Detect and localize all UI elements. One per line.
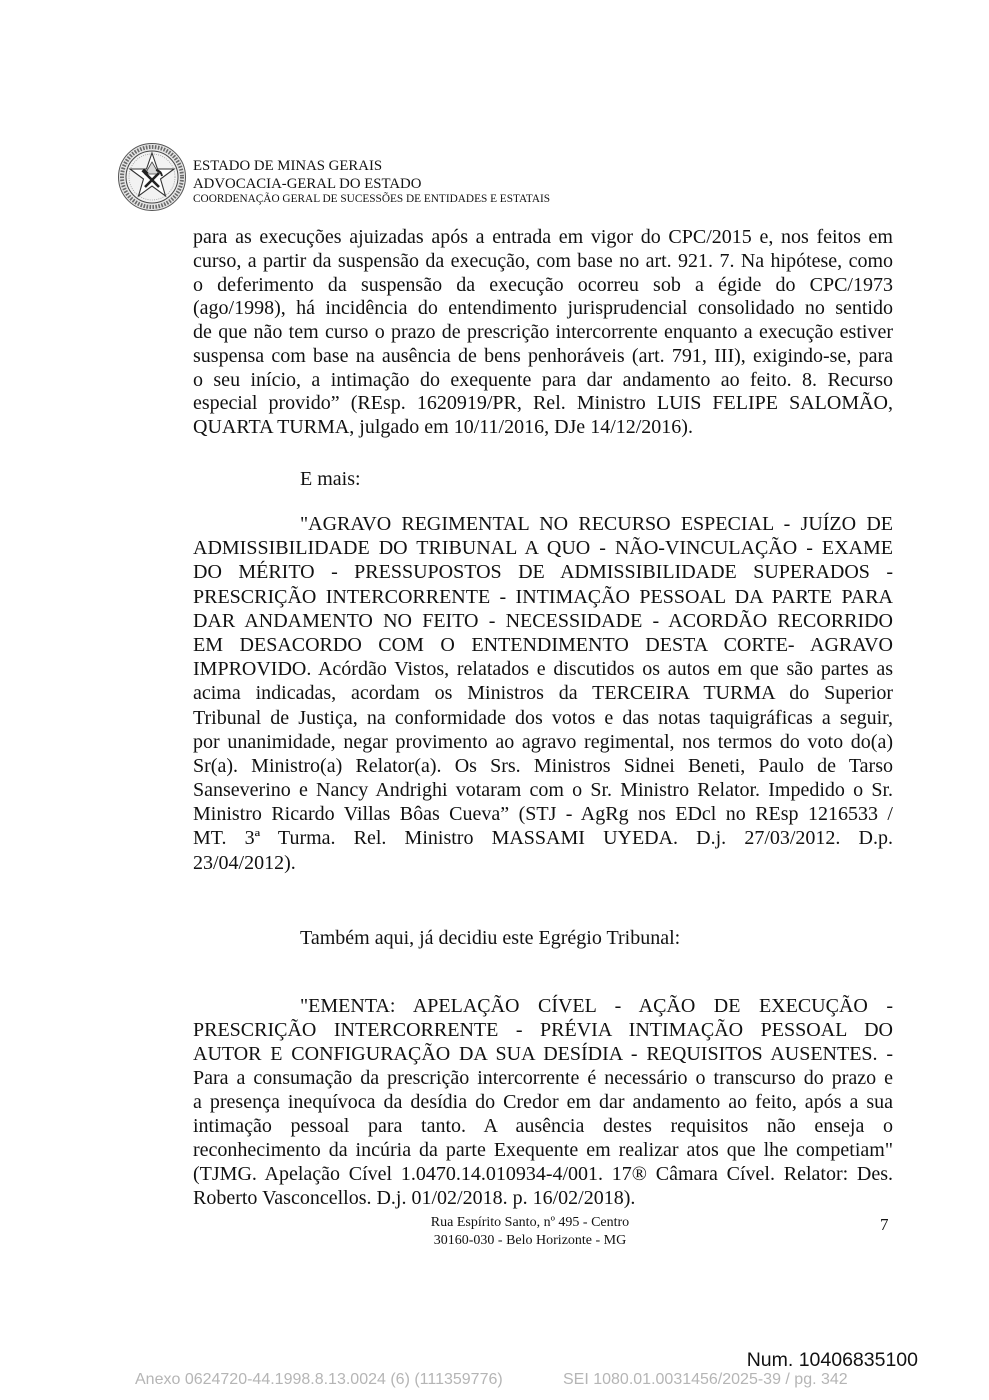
quote-line: AUTOR E CONFIGURAÇÃO DA SUA DESÍDIA - REQUISITOS AUSENTES. - (193, 1043, 893, 1065)
quote-line: Tribunal de Justiça, na conformidade dos votos e das notas taquigráficas a seguir, (193, 706, 893, 729)
address-line: 30160-030 - Belo Horizonte - MG (433, 1233, 627, 1248)
quote-line: reconhecimento da incúria da parte Exequente em realizar atos que lhe competiam" (193, 1139, 893, 1161)
paragraph-line: para as execuções ajuizadas após a entrada em vigor do CPC/2015 e, nos feitos em (193, 226, 893, 248)
paragraph-line: o seu início, a intimação do exequente para dar andamento ao feito. 8. Recurso (193, 368, 893, 391)
quote-line: intimação pessoal para tanto. A ausência destes requisitos não enseja o (193, 1115, 893, 1137)
footer-address (380, 1214, 680, 1250)
quote-line: Ministro Ricardo Villas Bôas Cueva” (STJ - AgRg nos EDcl no REsp 1216533 / (193, 803, 893, 826)
quote-line: "AGRAVO REGIMENTAL NO RECURSO ESPECIAL - JUÍZO DE (300, 513, 893, 535)
quote-line: IMPROVIDO. Acórdão Vistos, relatados e discutidos os autos em que são partes as (193, 658, 893, 681)
paragraph-line: suspensa com base na ausência de bens penhoráveis (art. 791, III), exigindo-se, para (193, 344, 893, 367)
quote-line: a presença inequívoca da desídia do Credor em dar andamento ao feito, após a sua (193, 1091, 893, 1113)
intro-tribunal: Também aqui, já decidiu este Egrégio Tribunal: (300, 927, 681, 949)
quote-line: Sanseverino e Nancy Andrighi votaram com o Sr. Ministro Relator. Impedido o Sr. (193, 779, 893, 802)
quote-line: "EMENTA: APELAÇÃO CÍVEL - AÇÃO DE EXECUÇÃO - (300, 995, 893, 1017)
address-line: Rua Espírito Santo, nº 495 - Centro (430, 1215, 630, 1230)
paragraph-line: de que não tem curso o prazo de prescrição intercorrente enquanto a execução estiver (193, 321, 893, 343)
quote-line: Roberto Vasconcellos. D.j. 01/02/2018. p. 16/02/2018). (193, 1187, 636, 1209)
quote-stj (193, 512, 893, 875)
page-number: 7 (880, 1215, 889, 1234)
paragraph-line: curso, a partir da suspensão da execução, com base no art. 921. 7. Na hipótese, como (193, 249, 893, 272)
quote-line: Sr(a). Ministro(a) Relator(a). Os Srs. Ministros Sidnei Beneti, Paulo de Tarso (193, 754, 893, 777)
paragraph-line: especial provido” (REsp. 1620919/PR, Rel. Ministro LUIS FELIPE SALOMÃO, (193, 392, 893, 415)
quote-line: PRESCRIÇÃO INTERCORRENTE - PRÉVIA INTIMAÇÃO PESSOAL DO (193, 1019, 893, 1041)
agency-name: ADVOCACIA-GERAL DO ESTADO (193, 176, 422, 192)
quote-tjmg (193, 994, 893, 1210)
paragraph-line: QUARTA TURMA, julgado em 10/11/2016, DJe 14/12/2016). (193, 416, 693, 438)
quote-line: (TJMG. Apelação Cível 1.0470.14.010934-4/001. 17® Câmara Cível. Relator: Des. (193, 1163, 893, 1185)
paragraph-line: o deferimento da suspensão da execução ocorreu sob a égide do CPC/1973 (193, 273, 893, 296)
quote-line: ADMISSIBILIDADE DO TRIBUNAL A QUO - NÃO-VINCULAÇÃO - EXAME (193, 537, 893, 560)
annex-reference: Anexo 0624720-44.1998.8.13.0024 (6) (111359776) (135, 1371, 503, 1388)
quote-line: por unanimidade, negar provimento ao agravo regimental, nos termos do voto do(a) (193, 730, 893, 753)
paragraph-continuation (193, 226, 893, 440)
state-name: ESTADO DE MINAS GERAIS (193, 158, 383, 174)
quote-line: acima indicadas, acordam os Ministros da TERCEIRA TURMA do Superior (193, 682, 893, 705)
quote-line: 23/04/2012). (193, 851, 296, 874)
sei-reference: SEI 1080.01.0031456/2025-39 / pg. 342 (563, 1371, 848, 1388)
quote-line: EM DESACORDO COM O ENTENDIMENTO DESTA CORTE- AGRAVO (193, 633, 893, 656)
letterhead (193, 157, 550, 206)
department-name: COORDENAÇÃO GERAL DE SUCESSÕES DE ENTIDADES E ESTATAIS (193, 193, 551, 205)
state-coat-of-arms-icon (117, 142, 187, 212)
quote-line: DO MÉRITO - PRESSUPOSTOS DE ADMISSIBILIDADE SUPERADOS - (193, 561, 893, 584)
quote-line: DAR ANDAMENTO NO FEITO - NECESSIDADE - ACORDÃO RECORRIDO (193, 609, 893, 632)
quote-line: MT. 3ª Turma. Rel. Ministro MASSAMI UYEDA. D.j. 27/03/2012. D.p. (193, 827, 893, 850)
quote-line: PRESCRIÇÃO INTERCORRENTE - INTIMAÇÃO PESSOAL DA PARTE PARA (193, 585, 893, 608)
paragraph-line: (ago/1998), há incidência do entendimento jurisprudencial consolidado no sentido (193, 297, 893, 320)
document-number: Num. 10406835100 (746, 1349, 918, 1371)
intro-more: E mais: (300, 468, 361, 490)
quote-line: Para a consumação da prescrição intercorrente é necessário o transcurso do prazo e (193, 1067, 893, 1089)
